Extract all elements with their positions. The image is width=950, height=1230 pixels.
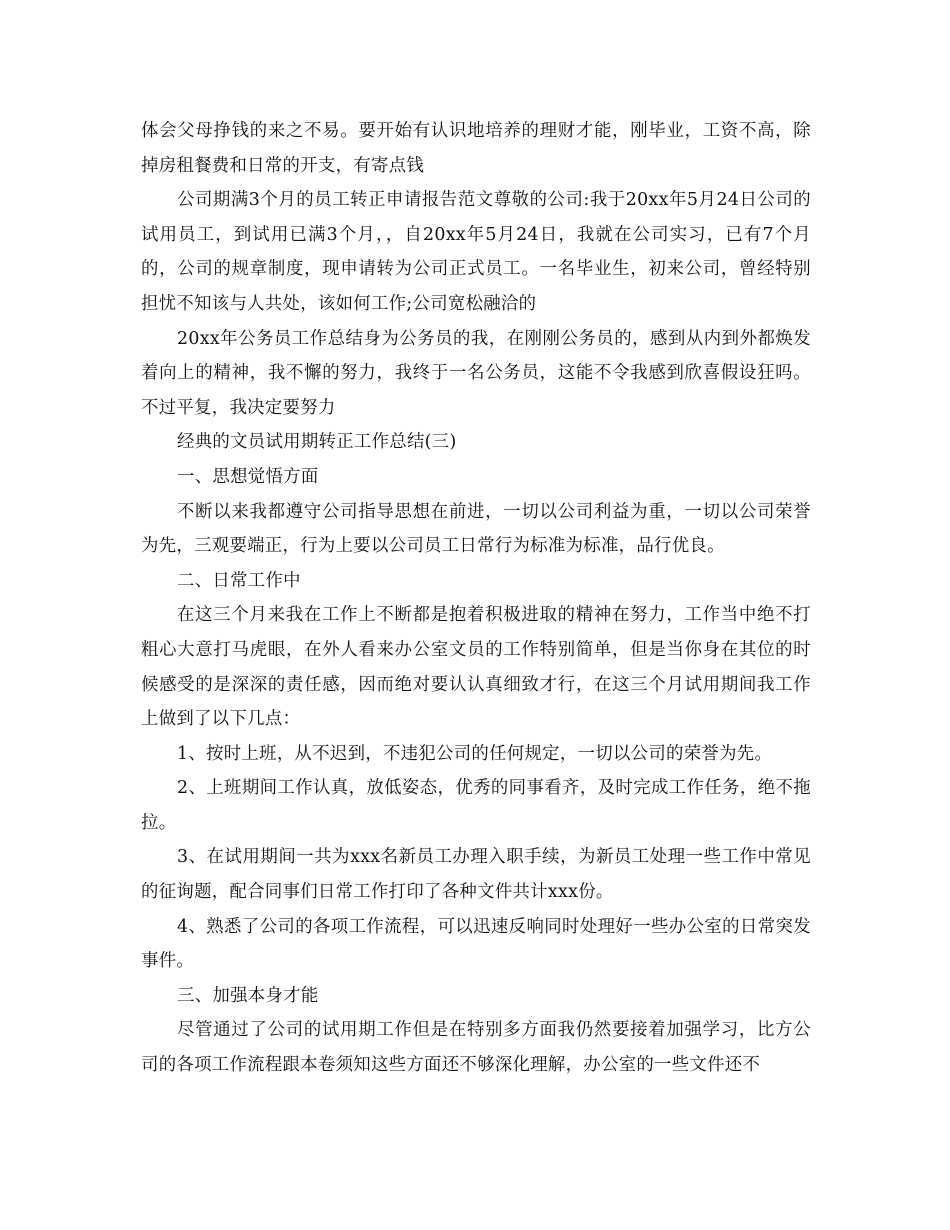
list-item-2: 2、上班期间工作认真，放低姿态，优秀的同事看齐，及时完成工作任务，绝不拖拉。: [141, 778, 811, 833]
paragraph-4: 不断以来我都遵守公司指导思想在前进，一切以公司利益为重，一切以公司荣誉为先，三观要端正，行为上要以公司员工日常行为标准为标准，品行优良。: [141, 501, 811, 557]
section-heading-title: 经典的文员试用期转正工作总结(三): [177, 432, 457, 453]
paragraph-6: 尽管通过了公司的试用期工作但是在特别多方面我仍然要接着加强学习，比方公司的各项工作流程跟本卷须知这些方面还不够深化理解，办公室的一些文件还不: [141, 1020, 811, 1076]
list-item-3: 3、在试用期间一共为xxx名新员工办理入职手续，为新员工处理一些工作中常见的征询题，配合同事们日常工作打印了各种文件共计xxx份。: [141, 847, 811, 903]
section-heading-3: 三、加强本身才能: [177, 985, 319, 1006]
list-item-4: 4、熟悉了公司的各项工作流程，可以迅速反响同时处理好一些办公室的日常突发事件。: [141, 916, 811, 972]
paragraph-5: 在这三个月来我在工作上不断都是抱着积极进取的精神在努力，工作当中绝不打粗心大意打马虎眼，在外人看来办公室文员的工作特别简单，但是当你身在其位的时候感受的是深深的责任感，因而绝对要认认真细致才行，在这三个月试用期间我工作上做到了以下几点：: [141, 605, 811, 730]
section-heading-1: 一、思想觉悟方面: [177, 466, 319, 487]
paragraph-3: 20xx年公务员工作总结身为公务员的我，在刚刚公务员的，感到从内到外都焕发着向上的精神，我不懈的努力，我终于一名公务员，这能不令我感到欣喜假设狂吗。不过平复，我决定要努力: [141, 328, 811, 418]
paragraph-1: 体会父母挣钱的来之不易。要开始有认识地培养的理财才能，刚毕业，工资不高，除掉房租餐费和日常的开支，有寄点钱: [141, 121, 811, 176]
paragraph-2: 公司期满3个月的员工转正申请报告范文尊敬的公司:我于20xx年5月24日公司的试用员工，到试用已满3个月，，自20xx年5月24日，我就在公司实习，已有7个月的，公司的规章制度，现申请转为公司正式员工。一名毕业生，初来公司，曾经特别担忧不知该与人共处，该如何工作;公司宽松融洽的: [141, 190, 811, 314]
document-body: [141, 114, 811, 1083]
list-item-1: 1、按时上班，从不迟到，不违犯公司的任何规定，一切以公司的荣誉为先。: [177, 743, 773, 764]
section-heading-2: 二、日常工作中: [177, 570, 301, 591]
